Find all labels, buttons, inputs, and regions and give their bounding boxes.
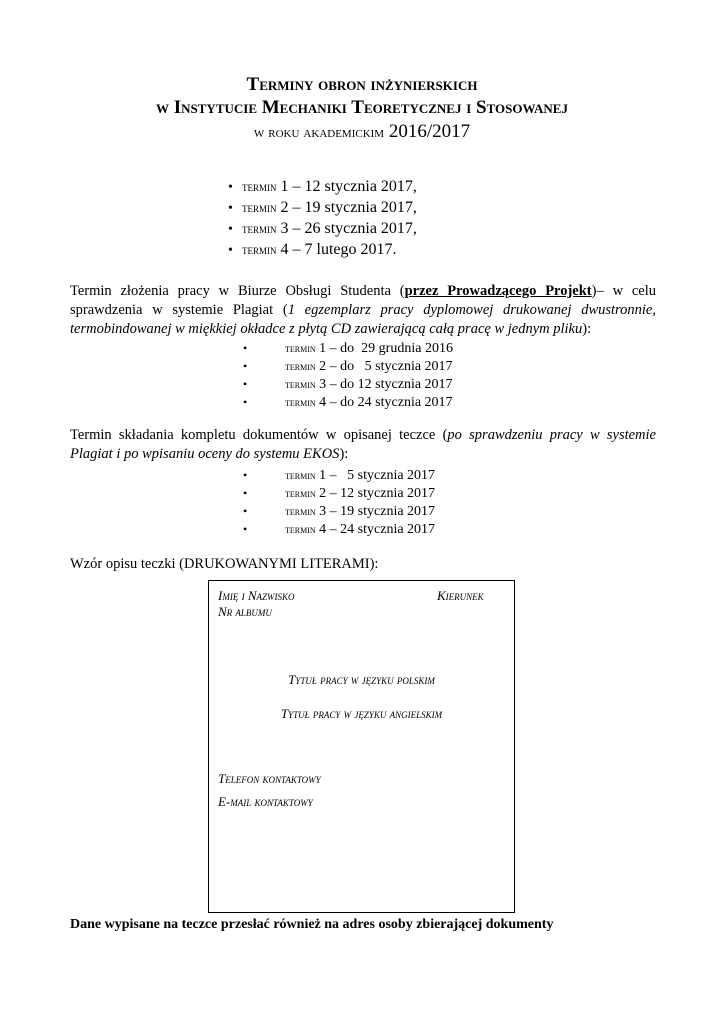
- folder-major-field: Kierunek: [437, 588, 484, 603]
- term-label: termin: [285, 522, 316, 536]
- bullet-icon: •: [243, 359, 248, 373]
- submission-terms-list: [243, 339, 453, 411]
- term-text: 4 – 24 stycznia 2017: [319, 522, 436, 537]
- term-label: termin: [242, 242, 277, 257]
- folder-template-box: [208, 580, 515, 913]
- term-text: 1 – do 29 grudnia 2016: [319, 341, 453, 356]
- documents-italic: po sprawdzeniu pracy w systemie Plagiat i po wpisaniu oceny do systemu EKOS: [70, 427, 656, 462]
- bullet-icon: •: [243, 522, 248, 536]
- list-item: [243, 502, 435, 520]
- submission-mid: )– w celu sprawdzenia w systemie Plagiat (: [70, 283, 657, 318]
- list-item: [228, 239, 417, 260]
- documents-end: ):: [339, 446, 349, 462]
- documents-terms-list: [243, 466, 435, 538]
- bullet-icon: •: [243, 341, 248, 355]
- page-title-line1: Terminy obron inżynierskich: [246, 74, 478, 95]
- term-label: termin: [285, 504, 316, 518]
- folder-title-en-field: Tytuł pracy w języku angielskim: [280, 706, 443, 721]
- term-text: 2 – 19 stycznia 2017,: [280, 199, 417, 216]
- term-label: termin: [242, 179, 277, 194]
- term-text: 3 – 26 stycznia 2017,: [280, 220, 417, 237]
- term-text: 2 – 12 stycznia 2017: [319, 486, 436, 501]
- term-text: 4 – do 24 stycznia 2017: [319, 395, 453, 410]
- documents-paragraph: [70, 426, 656, 464]
- submission-italic: 1 egzemplarz pracy dyplomowej drukowanej dwustronnie, termobindowanej w miękkiej okładce z płytą CD zawierającą całą pracę w jednym pliku: [70, 302, 656, 337]
- bullet-icon: •: [243, 486, 248, 500]
- documents-intro: Termin składania kompletu dokumentów w opisanej teczce (: [70, 427, 448, 443]
- list-item: [243, 466, 435, 484]
- list-item: [243, 520, 435, 538]
- bullet-icon: •: [243, 468, 248, 482]
- term-label: termin: [285, 468, 316, 482]
- bullet-icon: •: [243, 377, 248, 391]
- list-item: [228, 197, 417, 218]
- term-text: 1 – 5 stycznia 2017: [319, 468, 436, 483]
- submission-intro: Termin złożenia pracy w Biurze Obsługi Studenta (: [70, 283, 405, 299]
- bullet-icon: •: [228, 180, 233, 195]
- term-text: 3 – do 12 stycznia 2017: [319, 377, 453, 392]
- term-label: termin: [285, 486, 316, 500]
- list-item: [243, 484, 435, 502]
- year-prefix: w roku akademickim: [253, 124, 385, 141]
- footer-note: Dane wypisane na teczce przesłać również na adres osoby zbierającej dokumenty: [70, 917, 554, 932]
- term-text: 4 – 7 lutego 2017.: [280, 241, 397, 258]
- term-text: 3 – 19 stycznia 2017: [319, 504, 436, 519]
- folder-template-label: Wzór opisu teczki (DRUKOWANYMI LITERAMI):: [70, 556, 379, 572]
- list-item: [228, 218, 417, 239]
- folder-title-pl-field: Tytuł pracy w języku polskim: [288, 672, 435, 687]
- folder-name-field: Imię i Nazwisko: [218, 588, 295, 603]
- list-item: [228, 176, 417, 197]
- term-text: 1 – 12 stycznia 2017,: [280, 178, 417, 195]
- folder-email-field: E-mail kontaktowy: [218, 794, 313, 809]
- bullet-icon: •: [243, 395, 248, 409]
- submission-end: ):: [582, 321, 592, 337]
- bullet-icon: •: [228, 243, 233, 258]
- term-label: termin: [285, 341, 316, 355]
- bullet-icon: •: [243, 504, 248, 518]
- bullet-icon: •: [228, 201, 233, 216]
- term-text: 2 – do 5 stycznia 2017: [319, 359, 453, 374]
- list-item: [243, 339, 453, 357]
- list-item: [243, 375, 453, 393]
- bullet-icon: •: [228, 222, 233, 237]
- submission-paragraph: [70, 282, 656, 339]
- page-title-line2: w Instytucie Mechaniki Teoretycznej i Stosowanej: [156, 97, 568, 118]
- submission-bold: przez Prowadzącego Projekt: [404, 283, 592, 299]
- defense-terms-list: [228, 176, 417, 260]
- term-label: termin: [242, 200, 277, 215]
- term-label: termin: [285, 359, 316, 373]
- folder-phone-field: Telefon kontaktowy: [218, 771, 321, 786]
- term-label: termin: [285, 377, 316, 391]
- term-label: termin: [285, 395, 316, 409]
- year-value: 2016/2017: [388, 121, 471, 142]
- page-title-year: [0, 120, 724, 144]
- list-item: [243, 357, 453, 375]
- term-label: termin: [242, 221, 277, 236]
- list-item: [243, 393, 453, 411]
- folder-album-field: Nr albumu: [218, 604, 272, 619]
